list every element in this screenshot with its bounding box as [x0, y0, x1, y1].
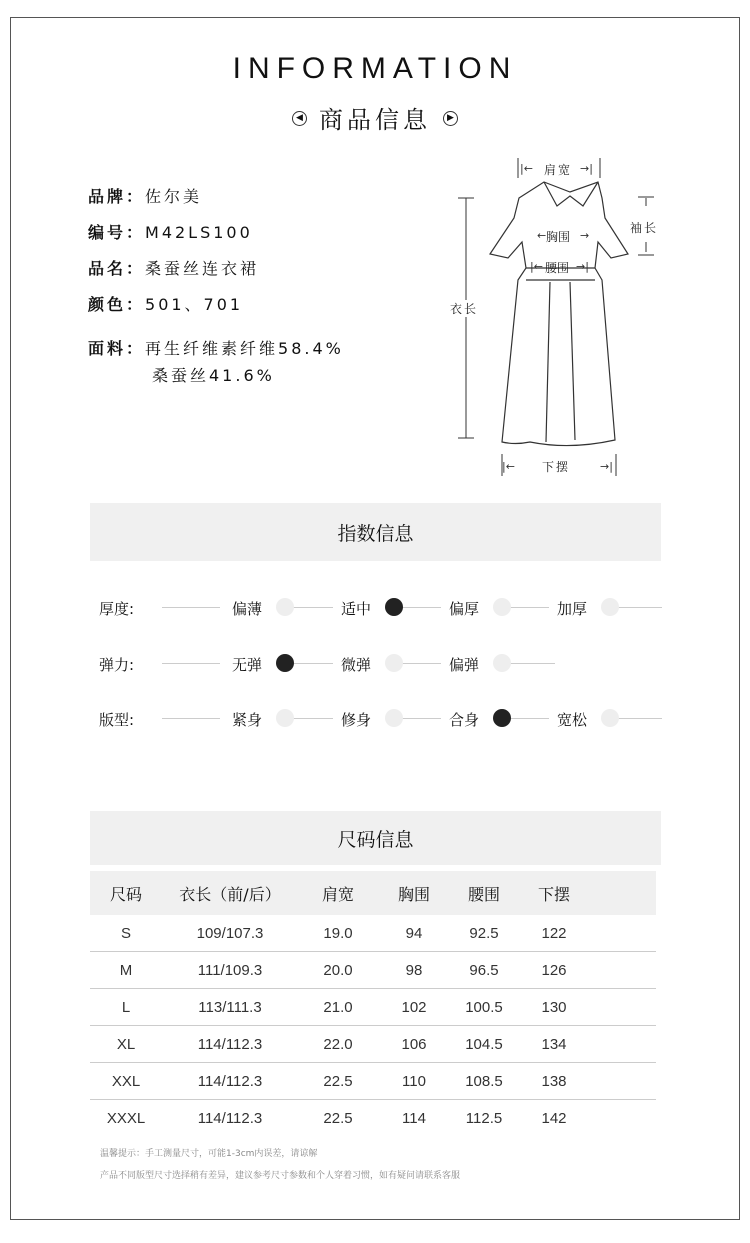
index-dot-selected: [385, 598, 403, 616]
index-section-title: 指数信息: [90, 503, 661, 561]
size-cell: 22.0: [298, 1026, 378, 1063]
index-option-label: 偏薄: [232, 600, 263, 618]
size-cell: L: [90, 989, 162, 1026]
info-fabric: 面料：再生纤维素纤维58.4%: [88, 339, 344, 358]
index-dot: [493, 654, 511, 672]
info-color: 颜色：501、701: [88, 295, 244, 314]
arrow-right-icon: ▶: [443, 111, 458, 126]
note-measurement: 温馨提示：手工测量尺寸，可能1-3cm内误差，请谅解: [100, 1149, 318, 1159]
diagram-sleeve-label: 袖长: [630, 221, 659, 235]
size-cell: 96.5: [450, 952, 518, 989]
size-cell-spacer: [590, 952, 656, 989]
size-cell: 142: [541, 1109, 567, 1127]
index-connector-line: [292, 663, 333, 664]
svg-text:|←: |←: [502, 460, 515, 473]
info-fabric-line2: 桑蚕丝41.6%: [152, 366, 275, 385]
svg-text:→|: →|: [576, 260, 589, 273]
size-cell: 110: [378, 1063, 450, 1100]
size-cell: 114/112.3: [162, 1063, 298, 1100]
index-connector-line: [162, 718, 220, 719]
size-cell: 134: [518, 1026, 590, 1063]
svg-text:|←: |←: [530, 260, 543, 273]
index-connector-line: [162, 607, 220, 608]
dress-outline-icon: [440, 150, 680, 490]
size-cell: 104.5: [450, 1026, 518, 1063]
size-cell: XXXL: [106, 1109, 146, 1127]
size-table-header: [90, 871, 656, 915]
info-brand: 品牌：佐尔美: [88, 187, 203, 206]
size-cell: 20.0: [298, 952, 378, 989]
size-header-spacer: [590, 871, 656, 915]
index-connector-line: [162, 663, 220, 664]
index-row-label: 版型:: [99, 711, 135, 729]
size-cell: 130: [518, 989, 590, 1026]
index-option-label: 宽松: [557, 711, 588, 729]
size-cell: 126: [518, 952, 590, 989]
index-connector-line: [401, 718, 441, 719]
arrow-left-icon: ◀: [292, 111, 307, 126]
index-option-label: 无弹: [232, 656, 263, 674]
table-row: [90, 952, 656, 989]
size-cell-spacer: [590, 1100, 656, 1137]
table-row: [90, 1100, 656, 1137]
size-cell: 114/112.3: [197, 1109, 263, 1127]
size-cell: 92.5: [450, 915, 518, 952]
svg-text:→: →: [580, 229, 590, 242]
index-connector-line: [509, 663, 555, 664]
table-row: [90, 915, 656, 952]
size-header-cell: 腰围: [450, 871, 518, 915]
size-cell: 98: [378, 952, 450, 989]
index-dot-selected: [276, 654, 294, 672]
size-cell: 111/109.3: [162, 952, 298, 989]
svg-text:→|: →|: [600, 460, 613, 473]
index-connector-line: [401, 607, 441, 608]
index-option-label: 合身: [449, 711, 480, 729]
size-cell: 102: [378, 989, 450, 1026]
size-cell: 19.0: [298, 915, 378, 952]
size-cell: XXL: [90, 1063, 162, 1100]
size-header-cell: 肩宽: [298, 871, 378, 915]
size-header-cell: 尺码: [90, 871, 162, 915]
index-connector-line: [617, 607, 662, 608]
size-cell: 109/107.3: [162, 915, 298, 952]
index-dot: [601, 598, 619, 616]
size-section-title: 尺码信息: [90, 811, 661, 865]
index-dot: [276, 598, 294, 616]
size-cell: 106: [378, 1026, 450, 1063]
index-dot: [601, 709, 619, 727]
page-title: INFORMATION: [232, 52, 518, 85]
size-cell: 122: [518, 915, 590, 952]
note-fit-advice: 产品不同版型尺寸选择稍有差异，建议参考尺寸参数和个人穿着习惯，如有疑问请联系客服: [100, 1171, 461, 1181]
svg-text:←: ←: [537, 229, 547, 242]
size-cell: S: [90, 915, 162, 952]
index-connector-line: [617, 718, 662, 719]
size-cell: M: [90, 952, 162, 989]
index-option-label: 加厚: [557, 600, 588, 618]
size-cell-spacer: [590, 1026, 656, 1063]
size-cell: 21.0: [298, 989, 378, 1026]
index-option-label: 修身: [341, 711, 372, 729]
index-option-label: 紧身: [232, 711, 263, 729]
index-dot: [385, 709, 403, 727]
index-option-label: 适中: [341, 600, 372, 618]
svg-text:|←: |←: [520, 162, 533, 175]
size-cell: 113/111.3: [162, 989, 298, 1026]
index-option-label: 偏弹: [449, 656, 480, 674]
size-cell: 138: [518, 1063, 590, 1100]
size-cell: 114: [402, 1109, 426, 1127]
size-cell-spacer: [590, 915, 656, 952]
index-row-label: 厚度:: [99, 600, 135, 618]
diagram-chest-label: 胸围: [546, 230, 571, 244]
index-connector-line: [509, 718, 549, 719]
diagram-waist-label: 腰围: [545, 261, 570, 275]
dress-diagram: [440, 150, 680, 490]
table-row: [90, 1026, 656, 1063]
diagram-hem-label: 下摆: [542, 460, 571, 474]
index-dot-selected: [493, 709, 511, 727]
index-connector-line: [292, 607, 333, 608]
size-cell: 22.5: [323, 1109, 353, 1127]
table-row: [90, 989, 656, 1026]
index-dot: [276, 709, 294, 727]
diagram-shoulder-label: 肩宽: [544, 163, 573, 177]
subtitle-text: 商品信息: [319, 106, 431, 134]
index-dot: [493, 598, 511, 616]
index-option-label: 偏厚: [449, 600, 480, 618]
size-table: [90, 871, 656, 1136]
size-cell: XL: [90, 1026, 162, 1063]
size-cell: 94: [378, 915, 450, 952]
size-cell: 108.5: [450, 1063, 518, 1100]
index-connector-line: [401, 663, 441, 664]
page-subtitle: [0, 100, 750, 135]
size-cell: 112.5: [465, 1109, 503, 1127]
size-header-cell: 胸围: [378, 871, 450, 915]
table-row: [90, 1063, 656, 1100]
size-cell: 100.5: [450, 989, 518, 1026]
size-cell: 22.5: [298, 1063, 378, 1100]
index-row-label: 弹力:: [99, 656, 135, 674]
size-cell-spacer: [590, 1063, 656, 1100]
size-table-body: [90, 915, 656, 1136]
size-cell-spacer: [590, 989, 656, 1026]
index-connector-line: [509, 607, 549, 608]
index-dot: [385, 654, 403, 672]
index-option-label: 微弹: [341, 656, 372, 674]
size-header-cell: 下摆: [518, 871, 590, 915]
info-name: 品名：桑蚕丝连衣裙: [88, 259, 260, 278]
info-code: 编号：M42LS100: [88, 223, 253, 242]
svg-text:→|: →|: [580, 162, 593, 175]
index-connector-line: [292, 718, 333, 719]
size-cell: 114/112.3: [162, 1026, 298, 1063]
diagram-length-label: 衣长: [450, 302, 479, 316]
size-header-cell: 衣长（前/后）: [162, 871, 298, 915]
